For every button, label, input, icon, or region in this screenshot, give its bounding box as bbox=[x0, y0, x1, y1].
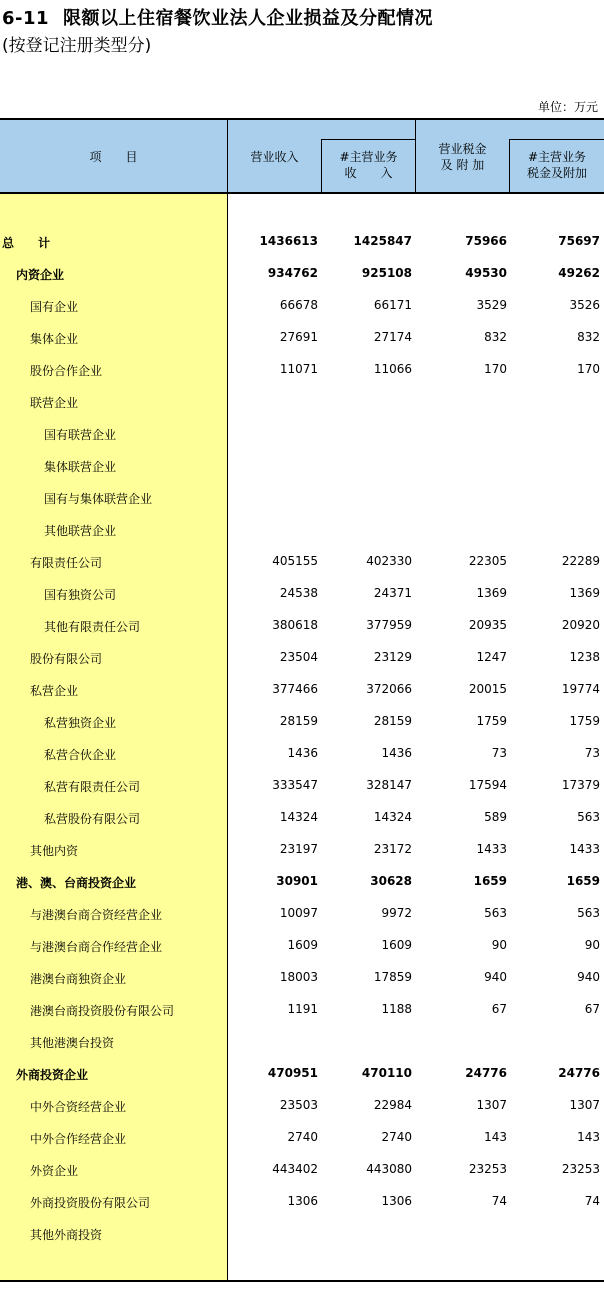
row-label: 股份有限公司 bbox=[30, 652, 103, 666]
row-label: 私营合伙企业 bbox=[44, 748, 117, 762]
row-label: 其他内资 bbox=[30, 844, 79, 858]
header-tax-line2: 及 附 加 bbox=[440, 158, 485, 172]
row-label: 与港澳台商合作经营企业 bbox=[30, 940, 163, 954]
table-row bbox=[0, 1058, 604, 1090]
header-bottom-border bbox=[0, 192, 604, 194]
cell-value: 23253 bbox=[561, 1162, 600, 1176]
cell-value: 20935 bbox=[468, 618, 507, 632]
cell-value: 1191 bbox=[287, 1002, 318, 1016]
row-label: 其他联营企业 bbox=[44, 524, 117, 538]
cell-value: 1307 bbox=[476, 1098, 507, 1112]
cell-value: 1659 bbox=[566, 874, 600, 888]
bottom-border bbox=[0, 1280, 604, 1282]
row-label: 集体企业 bbox=[30, 332, 79, 346]
cell-value: 23197 bbox=[279, 842, 318, 856]
cell-value: 90 bbox=[491, 938, 507, 952]
table-row bbox=[0, 514, 604, 546]
cell-value: 18003 bbox=[279, 970, 318, 984]
cell-value: 11066 bbox=[373, 362, 412, 376]
cell-value: 17859 bbox=[373, 970, 412, 984]
row-label: 国有独资公司 bbox=[44, 588, 117, 602]
row-label: 港澳台商独资企业 bbox=[30, 972, 127, 986]
cell-value: 11071 bbox=[279, 362, 318, 376]
page-subtitle: (按登记注册类型分) bbox=[2, 36, 152, 56]
row-label: 集体联营企业 bbox=[44, 460, 117, 474]
cell-value: 470110 bbox=[361, 1066, 412, 1080]
cell-value: 143 bbox=[484, 1130, 507, 1144]
cell-value: 14324 bbox=[373, 810, 412, 824]
cell-value: 23253 bbox=[468, 1162, 507, 1176]
row-label: 私营股份有限公司 bbox=[44, 812, 141, 826]
cell-value: 27174 bbox=[373, 330, 412, 344]
table-row bbox=[0, 866, 604, 898]
cell-value: 66171 bbox=[373, 298, 412, 312]
header-main-revenue bbox=[322, 149, 415, 181]
row-label: 国有与集体联营企业 bbox=[44, 492, 153, 506]
cell-value: 1436613 bbox=[259, 234, 318, 248]
table-row bbox=[0, 898, 604, 930]
row-label: 有限责任公司 bbox=[30, 556, 103, 570]
cell-value: 66678 bbox=[279, 298, 318, 312]
header-tax bbox=[416, 141, 509, 173]
cell-value: 934762 bbox=[267, 266, 318, 280]
cell-value: 940 bbox=[577, 970, 600, 984]
table-row bbox=[0, 386, 604, 418]
cell-value: 1247 bbox=[476, 650, 507, 664]
cell-value: 19774 bbox=[561, 682, 600, 696]
header-main-tax bbox=[510, 149, 604, 181]
cell-value: 1436 bbox=[381, 746, 412, 760]
table-row bbox=[0, 578, 604, 610]
cell-value: 1759 bbox=[476, 714, 507, 728]
cell-value: 30628 bbox=[370, 874, 412, 888]
cell-value: 90 bbox=[584, 938, 600, 952]
table-row bbox=[0, 674, 604, 706]
cell-value: 75697 bbox=[558, 234, 600, 248]
cell-value: 402330 bbox=[366, 554, 412, 568]
table-row bbox=[0, 994, 604, 1026]
cell-value: 24776 bbox=[558, 1066, 600, 1080]
cell-value: 28159 bbox=[279, 714, 318, 728]
cell-value: 333547 bbox=[272, 778, 318, 792]
cell-value: 23503 bbox=[279, 1098, 318, 1112]
table-row bbox=[0, 642, 604, 674]
cell-value: 470951 bbox=[267, 1066, 318, 1080]
table-header bbox=[0, 119, 604, 193]
cell-value: 170 bbox=[577, 362, 600, 376]
table-row bbox=[0, 1154, 604, 1186]
table-title: 限额以上住宿餐饮业法人企业损益及分配情况 bbox=[63, 8, 434, 29]
table-row bbox=[0, 1218, 604, 1250]
unit-label: 单位：万元 bbox=[537, 100, 598, 114]
cell-value: 1369 bbox=[476, 586, 507, 600]
cell-value: 20015 bbox=[468, 682, 507, 696]
cell-value: 1433 bbox=[569, 842, 600, 856]
cell-value: 940 bbox=[484, 970, 507, 984]
row-label: 港澳台商投资股份有限公司 bbox=[30, 1004, 175, 1018]
cell-value: 589 bbox=[484, 810, 507, 824]
cell-value: 832 bbox=[577, 330, 600, 344]
table-row bbox=[0, 418, 604, 450]
cell-value: 10097 bbox=[279, 906, 318, 920]
row-label: 国有企业 bbox=[30, 300, 79, 314]
cell-value: 1759 bbox=[569, 714, 600, 728]
row-label: 其他外商投资 bbox=[30, 1228, 103, 1242]
cell-value: 372066 bbox=[366, 682, 412, 696]
row-label: 私营有限责任公司 bbox=[44, 780, 141, 794]
cell-value: 1433 bbox=[476, 842, 507, 856]
cell-value: 563 bbox=[577, 810, 600, 824]
cell-value: 23172 bbox=[373, 842, 412, 856]
cell-value: 1238 bbox=[569, 650, 600, 664]
cell-value: 3529 bbox=[476, 298, 507, 312]
table-row bbox=[0, 482, 604, 514]
row-label: 私营独资企业 bbox=[44, 716, 117, 730]
cell-value: 170 bbox=[484, 362, 507, 376]
cell-value: 27691 bbox=[279, 330, 318, 344]
cell-value: 24538 bbox=[279, 586, 318, 600]
table-row bbox=[0, 930, 604, 962]
col-divider-4 bbox=[509, 139, 510, 193]
col-divider-2 bbox=[321, 139, 322, 193]
header-main-tax-line1: #主营业务 bbox=[527, 150, 587, 164]
cell-value: 1609 bbox=[287, 938, 318, 952]
cell-value: 20920 bbox=[561, 618, 600, 632]
table-row bbox=[0, 610, 604, 642]
cell-value: 380618 bbox=[272, 618, 318, 632]
cell-value: 49530 bbox=[465, 266, 507, 280]
cell-value: 75966 bbox=[465, 234, 507, 248]
cell-value: 74 bbox=[491, 1194, 507, 1208]
row-label: 外商投资企业 bbox=[16, 1068, 89, 1082]
row-label: 其他港澳台投资 bbox=[30, 1036, 115, 1050]
row-label: 港、澳、台商投资企业 bbox=[16, 876, 137, 890]
row-label: 其他有限责任公司 bbox=[44, 620, 141, 634]
table-row bbox=[0, 1090, 604, 1122]
cell-value: 1307 bbox=[569, 1098, 600, 1112]
cell-value: 832 bbox=[484, 330, 507, 344]
cell-value: 1436 bbox=[287, 746, 318, 760]
table-row bbox=[0, 322, 604, 354]
top-border bbox=[0, 118, 604, 120]
table-row bbox=[0, 738, 604, 770]
cell-value: 1659 bbox=[473, 874, 507, 888]
cell-value: 73 bbox=[491, 746, 507, 760]
row-label: 中外合资经营企业 bbox=[30, 1100, 127, 1114]
cell-value: 22289 bbox=[561, 554, 600, 568]
cell-value: 328147 bbox=[366, 778, 412, 792]
cell-value: 1425847 bbox=[353, 234, 412, 248]
table-row bbox=[0, 802, 604, 834]
cell-value: 443402 bbox=[272, 1162, 318, 1176]
table-number: 6-11 bbox=[2, 8, 50, 29]
table-row bbox=[0, 1186, 604, 1218]
cell-value: 3526 bbox=[569, 298, 600, 312]
cell-value: 377959 bbox=[366, 618, 412, 632]
table-row bbox=[0, 226, 604, 258]
header-item: 项 目 bbox=[89, 150, 138, 164]
row-label: 外商投资股份有限公司 bbox=[30, 1196, 151, 1210]
header-main-tax-line2: 税金及附加 bbox=[526, 166, 587, 180]
table-row bbox=[0, 770, 604, 802]
row-label: 股份合作企业 bbox=[30, 364, 103, 378]
table-row bbox=[0, 290, 604, 322]
cell-value: 9972 bbox=[381, 906, 412, 920]
cell-value: 74 bbox=[584, 1194, 600, 1208]
row-label: 外资企业 bbox=[30, 1164, 79, 1178]
cell-value: 2740 bbox=[287, 1130, 318, 1144]
cell-value: 1369 bbox=[569, 586, 600, 600]
cell-value: 49262 bbox=[558, 266, 600, 280]
cell-value: 22305 bbox=[468, 554, 507, 568]
cell-value: 14324 bbox=[279, 810, 318, 824]
cell-value: 73 bbox=[584, 746, 600, 760]
cell-value: 443080 bbox=[366, 1162, 412, 1176]
cell-value: 28159 bbox=[373, 714, 412, 728]
cell-value: 22984 bbox=[373, 1098, 412, 1112]
cell-value: 17379 bbox=[561, 778, 600, 792]
table-row bbox=[0, 546, 604, 578]
cell-value: 23504 bbox=[279, 650, 318, 664]
cell-value: 1306 bbox=[287, 1194, 318, 1208]
cell-value: 67 bbox=[491, 1002, 507, 1016]
table-row bbox=[0, 1026, 604, 1058]
row-label: 私营企业 bbox=[30, 684, 79, 698]
cell-value: 30901 bbox=[276, 874, 318, 888]
cell-value: 23129 bbox=[373, 650, 412, 664]
subheader-line-1 bbox=[321, 139, 415, 140]
row-label: 总 计 bbox=[2, 236, 51, 250]
table-row bbox=[0, 450, 604, 482]
cell-value: 377466 bbox=[272, 682, 318, 696]
cell-value: 17594 bbox=[468, 778, 507, 792]
cell-value: 143 bbox=[577, 1130, 600, 1144]
table-row bbox=[0, 706, 604, 738]
header-revenue: 营业收入 bbox=[250, 150, 299, 164]
cell-value: 24371 bbox=[373, 586, 412, 600]
cell-value: 2740 bbox=[381, 1130, 412, 1144]
cell-value: 925108 bbox=[361, 266, 412, 280]
cell-value: 563 bbox=[484, 906, 507, 920]
cell-value: 1188 bbox=[381, 1002, 412, 1016]
table-row bbox=[0, 1122, 604, 1154]
table-row bbox=[0, 258, 604, 290]
cell-value: 563 bbox=[577, 906, 600, 920]
cell-value: 67 bbox=[584, 1002, 600, 1016]
row-label: 与港澳台商合资经营企业 bbox=[30, 908, 163, 922]
cell-value: 405155 bbox=[272, 554, 318, 568]
cell-value: 1609 bbox=[381, 938, 412, 952]
cell-value: 24776 bbox=[465, 1066, 507, 1080]
row-label: 联营企业 bbox=[30, 396, 79, 410]
col-divider-3 bbox=[415, 119, 416, 193]
table-row bbox=[0, 962, 604, 994]
header-main-revenue-line2: 收 入 bbox=[344, 166, 393, 180]
table-row bbox=[0, 354, 604, 386]
row-label: 中外合作经营企业 bbox=[30, 1132, 127, 1146]
table-row bbox=[0, 834, 604, 866]
header-main-revenue-line1: #主营业务 bbox=[339, 150, 398, 164]
row-label: 内资企业 bbox=[16, 268, 65, 282]
header-tax-line1: 营业税金 bbox=[438, 142, 487, 156]
page-title bbox=[2, 4, 433, 30]
subheader-line-2 bbox=[509, 139, 604, 140]
row-label: 国有联营企业 bbox=[44, 428, 117, 442]
cell-value: 1306 bbox=[381, 1194, 412, 1208]
